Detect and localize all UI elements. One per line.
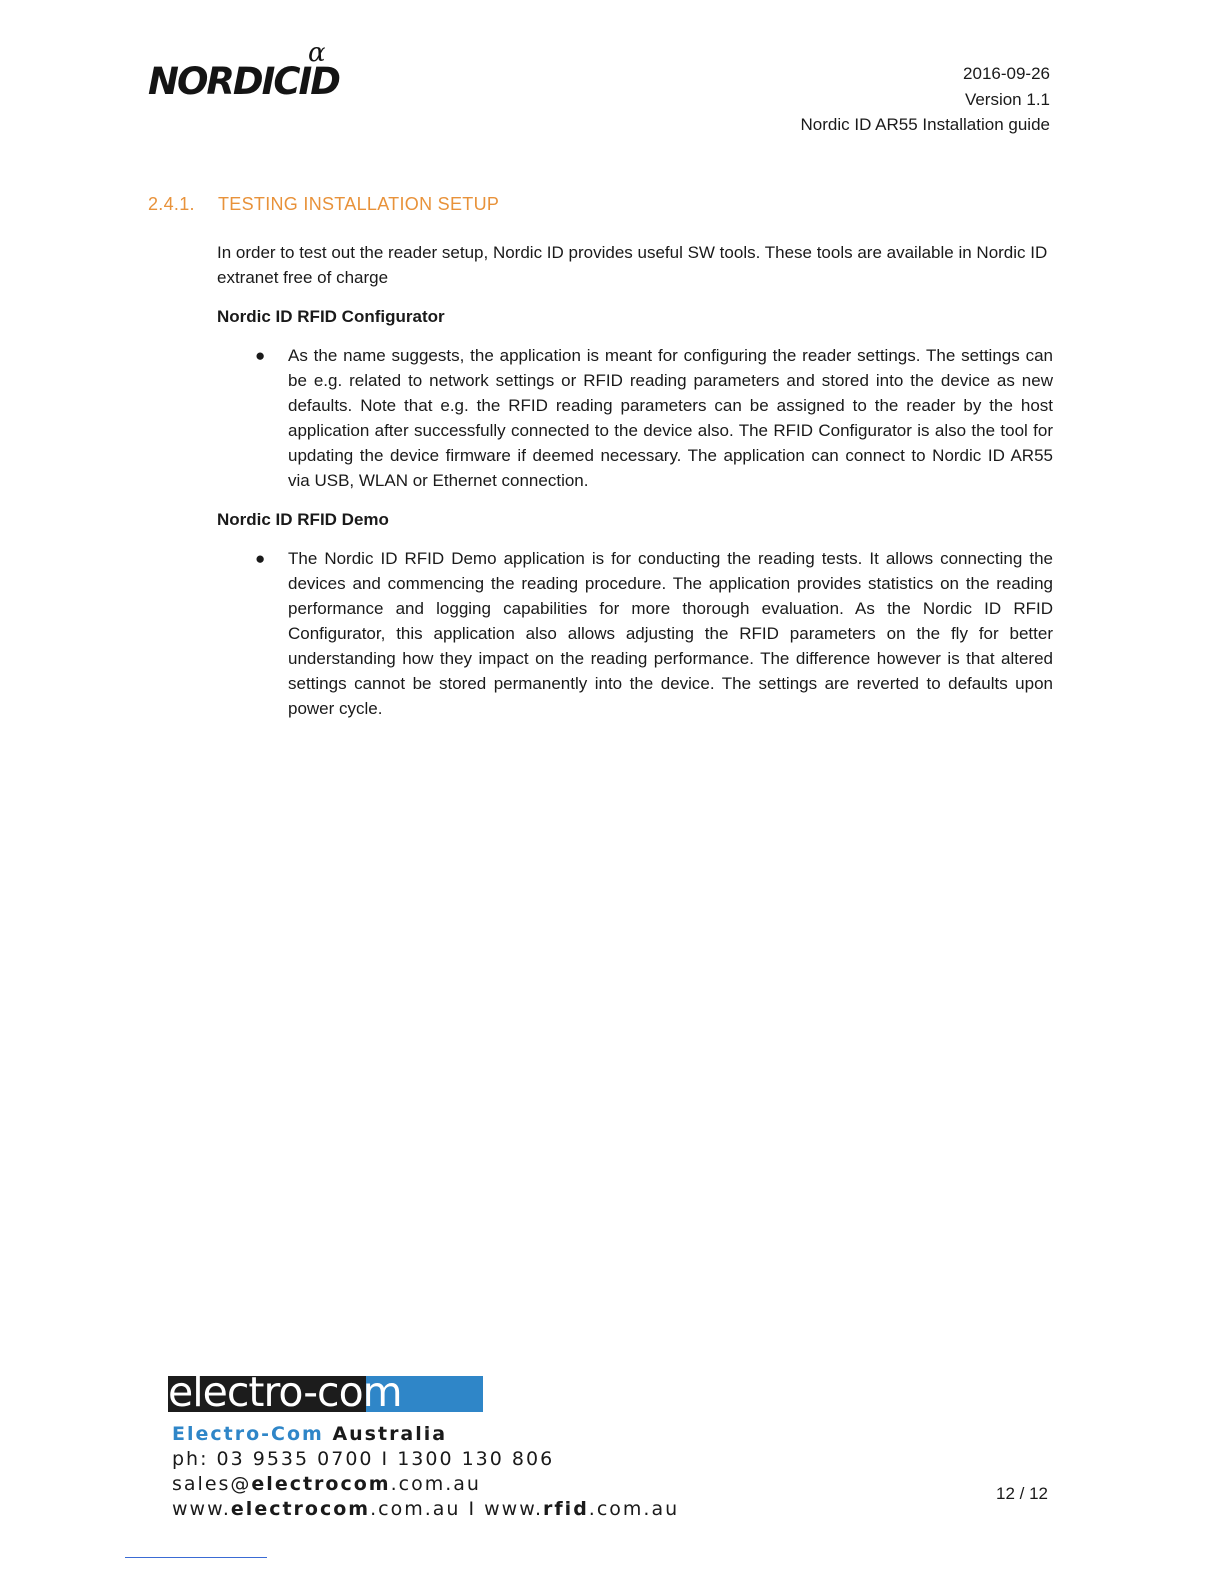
footer-divider <box>125 1557 267 1558</box>
demo-heading: Nordic ID RFID Demo <box>217 510 389 529</box>
bullet-icon: ● <box>255 346 266 365</box>
nordicid-logo <box>148 40 363 105</box>
page-number: 12 / 12 <box>996 1484 1048 1503</box>
company-name: Electro-Com Australia <box>172 1423 448 1445</box>
section-title: TESTING INSTALLATION SETUP <box>218 194 500 214</box>
intro-paragraph: In order to test out the reader setup, Nordic ID provides useful SW tools. These tools are available in Nordic ID extranet free of charge <box>217 243 1048 287</box>
section-heading <box>148 194 499 215</box>
demo-bullet <box>217 546 1053 721</box>
configurator-heading: Nordic ID RFID Configurator <box>217 307 445 326</box>
phone-number: ph: 03 9535 0700 I 1300 130 806 <box>172 1448 555 1470</box>
configurator-bullet <box>217 343 1053 493</box>
document-version: Version 1.1 <box>964 89 1050 109</box>
logo-text: NORDICID <box>148 60 340 103</box>
logo-text: electro-com <box>168 1368 402 1416</box>
demo-text: The Nordic ID RFID Demo application is for conducting the reading tests. It allows connecting the devices and commencing the reading procedure. The application provides statistics on the reading performance and logging capabilities for more thorough evaluation. As the Nordic ID RFID Configurator, this application also allows adjusting the RFID parameters on the fly for better understanding how they impact on the reading performance. The difference however is that altered settings cannot be stored permanently into the device. The settings are reverted to defaults upon power cycle. <box>288 549 1053 718</box>
logo-swirl-icon: ɑ <box>308 38 326 68</box>
electrocom-logo <box>168 1368 483 1416</box>
configurator-text: As the name suggests, the application is meant for configuring the reader settings. The settings can be e.g. related to network settings or RFID reading parameters and stored into the device as new defaults. Note that e.g. the RFID reading parameters can be assigned to the reader by the host application after successfully connected to the device also. The RFID Configurator is also the tool for updating the device firmware if deemed necessary. The application can connect to Nordic ID AR55 via USB, WLAN or Ethernet connection. <box>288 346 1053 490</box>
email-link[interactable]: sales@electrocom.com.au <box>172 1473 481 1495</box>
website-links[interactable]: www.electrocom.com.au I www.rfid.com.au <box>172 1498 680 1520</box>
footer-contact <box>172 1422 679 1522</box>
document-title: Nordic ID AR55 Installation guide <box>800 115 1050 134</box>
document-meta <box>801 61 1050 138</box>
section-number: 2.4.1. <box>148 194 195 214</box>
document-date: 2016-09-26 <box>963 64 1050 83</box>
section-body <box>217 240 1053 735</box>
bullet-icon: ● <box>255 549 266 568</box>
